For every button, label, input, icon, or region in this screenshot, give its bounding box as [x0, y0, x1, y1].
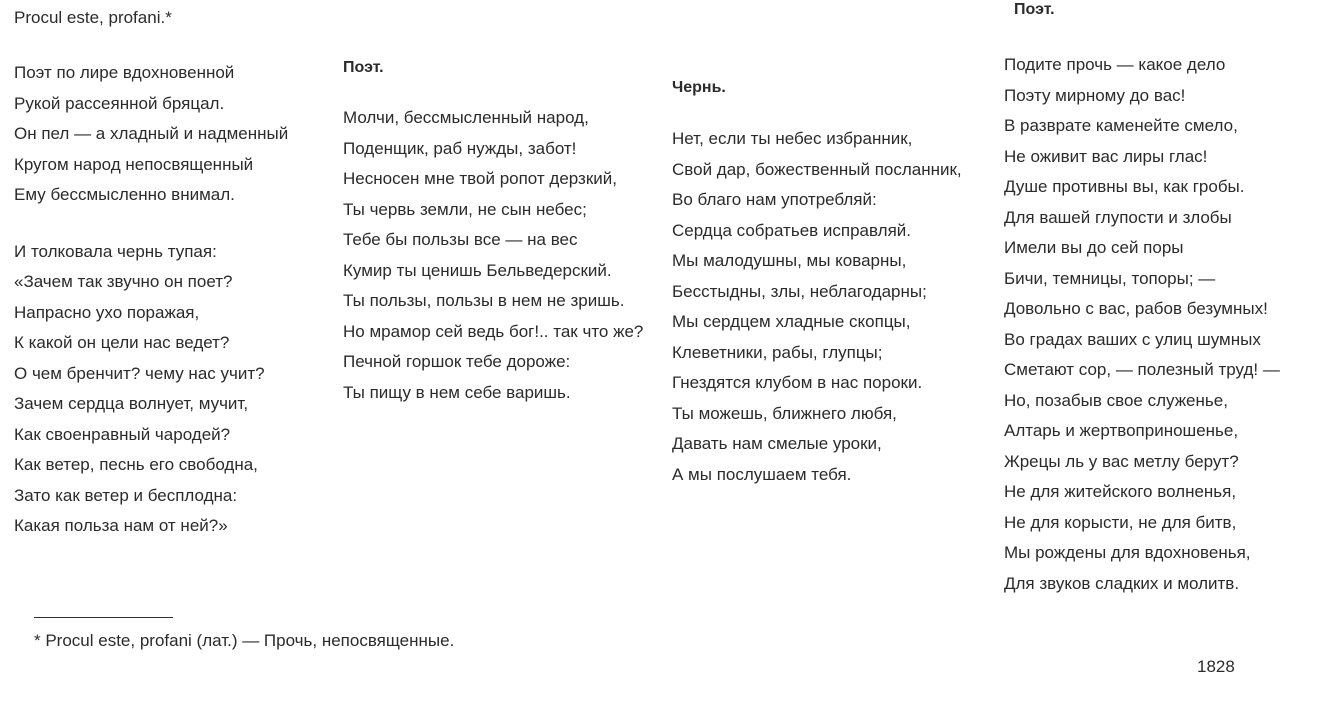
verse-line: Ты пользы, пользы в нем не зришь.	[343, 291, 625, 310]
verse-line: Но мрамор сей ведь бог!.. так что же?	[343, 321, 644, 341]
verse-line: Не для корысти, не для битв,	[1004, 512, 1237, 532]
verse-line: Но, позабыв свое служенье,	[1004, 390, 1228, 410]
column-poet-reply-2	[1004, 0, 1280, 599]
verse-line: Он пел — а хладный и надменный	[14, 124, 289, 143]
verse-line: Не оживит вас лиры глас!	[1004, 146, 1208, 166]
verse-line: О чем бренчит? чему нас учит?	[14, 363, 265, 383]
verse-line: Поэту мирному до вас!	[1004, 85, 1186, 105]
verse-line: Тебе бы пользы все — на вес	[343, 230, 578, 249]
verse-line: Какая польза нам от ней?»	[14, 516, 228, 535]
verse-line: Для звуков сладких и молитв.	[1004, 573, 1240, 593]
verse-line: Как ветер, песнь его свободна,	[14, 455, 258, 474]
verse-line: Клеветники, рабы, глупцы;	[672, 342, 883, 362]
verse-line: Печной горшок тебе дороже:	[343, 352, 571, 371]
verse-line: Кумир ты ценишь Бельведерский.	[343, 260, 612, 280]
verse-line: Ты можешь, ближнего любя,	[672, 403, 897, 423]
epigraph: Procul este, profani.*	[14, 8, 172, 27]
verse-line: Гнездятся клубом в нас пороки.	[672, 373, 923, 392]
column-mob-reply	[672, 78, 962, 490]
verse-line: Нет, если ты небес избранник,	[672, 129, 913, 148]
poem-year: 1828	[1197, 657, 1235, 676]
verse-line: Бесстыдны, злы, неблагодарны;	[672, 281, 927, 301]
verse-line: Во благо нам употребляй:	[672, 190, 877, 209]
verse-line: Зачем сердца волнует, мучит,	[14, 394, 249, 413]
verse-line: Напрасно ухо поражая,	[14, 302, 200, 322]
verse-line: Душе противны вы, как гробы.	[1004, 177, 1245, 196]
verse-line: Мы малодушны, мы коварны,	[672, 251, 907, 270]
verse-line: Зато как ветер и бесплодна:	[14, 485, 238, 505]
verse-line: Жрецы ль у вас метлу берут?	[1004, 451, 1239, 471]
verse-line: «Зачем так звучно он поет?	[14, 272, 233, 291]
speaker-heading: Поэт.	[1014, 1, 1055, 18]
verse-line: Кругом народ непосвященный	[14, 154, 254, 174]
verse-line: Для вашей глупости и злобы	[1004, 207, 1232, 227]
verse-line: Алтарь и жертвоприношенье,	[1004, 421, 1239, 440]
verse-line: Свой дар, божественный посланник,	[672, 159, 962, 179]
verse-line: Во градах ваших с улиц шумных	[1004, 329, 1261, 349]
speaker-heading: Поэт.	[343, 59, 384, 76]
column-intro	[14, 5, 288, 542]
verse-line: А мы послушаем тебя.	[672, 464, 852, 484]
verse-line: Мы рождены для вдохновенья,	[1004, 543, 1251, 562]
verse-line: Подите прочь — какое дело	[1004, 55, 1226, 74]
verse-line: Ты червь земли, не сын небес;	[343, 199, 587, 219]
footnote: * Procul este, profani (лат.) — Прочь, непосвященные.	[34, 631, 455, 650]
verse-line: Имели вы до сей поры	[1004, 238, 1184, 257]
footnote-divider	[34, 617, 173, 618]
verse-line: В разврате каменейте смело,	[1004, 116, 1238, 135]
verse-line: Ты пищу в нем себе варишь.	[343, 382, 571, 402]
verse-line: И толковала чернь тупая:	[14, 241, 217, 261]
verse-line: Рукой рассеянной бряцал.	[14, 93, 225, 113]
verse-line: Несносен мне твой ропот дерзкий,	[343, 169, 617, 188]
speaker-heading: Чернь.	[672, 79, 726, 96]
verse-line: Молчи, бессмысленный народ,	[343, 108, 589, 127]
column-poet-reply-1	[343, 58, 643, 408]
verse-line: Не для житейского волненья,	[1004, 482, 1237, 501]
stanza-1	[14, 58, 288, 211]
verse-line: К какой он цели нас ведет?	[14, 333, 230, 352]
stanza-2	[14, 237, 288, 542]
verse-line: Сердца собратьев исправляй.	[672, 220, 911, 240]
verse-line: Поденщик, раб нужды, забот!	[343, 138, 577, 158]
verse-line: Ему бессмысленно внимал.	[14, 185, 235, 204]
verse-line: Как своенравный чародей?	[14, 424, 231, 444]
verse-line: Бичи, темницы, топоры; —	[1004, 268, 1216, 288]
verse-line: Давать нам смелые уроки,	[672, 434, 882, 453]
verse-line: Довольно с вас, рабов безумных!	[1004, 299, 1268, 318]
verse-line: Поэт по лире вдохновенной	[14, 63, 235, 82]
verse-line: Сметают сор, — полезный труд! —	[1004, 360, 1280, 379]
verse-line: Мы сердцем хладные скопцы,	[672, 312, 911, 331]
